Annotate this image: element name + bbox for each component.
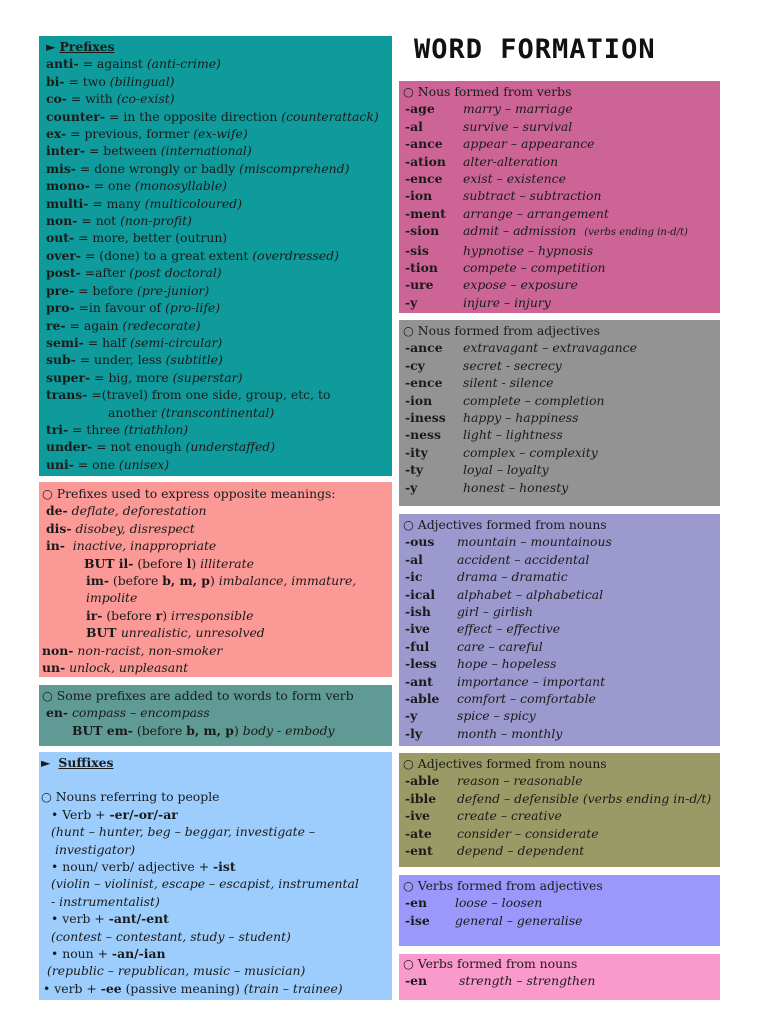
suffix-example: injure – injury	[463, 294, 551, 310]
nouns-from-verbs-box	[399, 81, 720, 313]
suffix-example: create – creative	[457, 808, 562, 824]
suffixes-sub-line	[41, 788, 392, 805]
nouns-from-verbs-list	[403, 100, 720, 311]
suffix-example: light – lightness	[463, 427, 563, 443]
suffix-ex-ist: (violin – violinist, escape – escapist, instrumental	[51, 876, 359, 892]
suffix-example: silent - silence	[463, 375, 554, 391]
suffix-row	[403, 638, 720, 655]
circle-bullet-icon: ○	[403, 956, 414, 971]
suffix-row	[403, 357, 720, 374]
prefix-item: mono- = one (monosyllable)	[46, 178, 227, 194]
nouns-from-verbs-heading: Nous formed from verbs	[417, 84, 572, 99]
suffix-row	[403, 100, 720, 117]
nouns-from-adjectives-heading-line	[403, 322, 720, 339]
suffix-example: defend – defensible (verbs ending in-d/t)	[457, 790, 712, 806]
circle-bullet-icon: ○	[42, 688, 53, 703]
suffix-ex-ist-cont: - instrumentalist)	[51, 893, 160, 909]
suffix-label: -ence	[405, 375, 443, 391]
opposite-heading: Prefixes used to express opposite meanings:	[56, 486, 336, 501]
suffix-example: admit – admission	[463, 223, 577, 239]
suffix-label: -y	[405, 479, 418, 495]
suffix-row	[403, 620, 720, 637]
suffix-label: -en	[405, 973, 428, 989]
suffix-ex-an: (republic – republican, music – musician)	[47, 963, 306, 979]
suffix-row	[403, 690, 720, 707]
suffix-label: -ance	[405, 340, 443, 356]
suffix-label: -sis	[405, 242, 429, 258]
suffix-ex-er: (hunt – hunter, beg – beggar, investigate –	[51, 824, 316, 840]
suffix-row	[403, 842, 720, 859]
suffixes-heading-line	[41, 754, 392, 771]
suffix-example: complete – completion	[463, 392, 605, 408]
suffix-row	[403, 276, 720, 293]
suffix-row	[403, 825, 720, 842]
opposite-ir: ir- (before r) irresponsible	[86, 607, 254, 623]
suffix-row	[403, 135, 720, 152]
circle-bullet-icon: ○	[403, 756, 414, 771]
suffix-ex-ant: (contest – contestant, study – student)	[51, 928, 291, 944]
suffix-example: care – careful	[457, 638, 543, 654]
suffix-example: month – monthly	[457, 725, 563, 741]
opposite-in: in- inactive, inappropriate	[46, 538, 217, 554]
suffix-example: hope – hopeless	[457, 656, 557, 672]
nouns-from-adjectives-box	[399, 320, 720, 506]
opposite-but: BUT unrealistic, unresolved	[86, 625, 265, 641]
suffixes-box	[39, 752, 392, 1000]
suffix-label: -ise	[405, 912, 430, 928]
suffix-label: -ful	[405, 638, 430, 654]
suffix-example: girl – girlish	[457, 604, 533, 620]
suffix-row	[403, 426, 720, 443]
suffix-example: arrange – arrangement	[463, 205, 609, 221]
suffix-label: -y	[405, 708, 418, 724]
suffix-example: subtract – subtraction	[463, 188, 602, 204]
suffix-row	[403, 772, 720, 789]
suffix-label: -ant	[405, 673, 433, 689]
suffix-label: -y	[405, 294, 418, 310]
suffix-label: -ent	[405, 843, 433, 859]
suffix-row	[403, 972, 720, 989]
suffix-row	[403, 187, 720, 204]
arrow-right-icon: ►	[41, 755, 51, 770]
suffix-example: happy – happiness	[463, 410, 579, 426]
nouns-from-adjectives-list	[403, 339, 720, 496]
circle-bullet-icon: ○	[42, 486, 53, 501]
suffix-row	[403, 894, 720, 911]
prefix-item: pre- = before (pre-junior)	[46, 282, 210, 298]
suffix-row	[403, 551, 720, 568]
prefix-item: sub- = under, less (subtitle)	[46, 352, 223, 368]
suffix-row	[403, 568, 720, 585]
opposite-de: de- deflate, deforestation	[46, 503, 207, 519]
suffix-label: -ance	[405, 136, 443, 152]
opposite-non: non- non-racist, non-smoker	[42, 642, 223, 658]
suffix-label: -ence	[405, 171, 443, 187]
prefix-item: under- = not enough (understaffed)	[46, 439, 276, 455]
verbs-from-nouns-heading: Verbs formed from nouns	[417, 956, 578, 971]
verbs-from-adjectives-heading-line	[403, 877, 720, 894]
suffix-example: alter-alteration	[463, 153, 559, 169]
suffix-label: -ity	[405, 444, 428, 460]
prefix-item: co- = with (co-exist)	[46, 91, 175, 107]
suffix-label: -able	[405, 691, 440, 707]
circle-bullet-icon: ○	[403, 878, 414, 893]
suffix-row	[403, 170, 720, 187]
opposite-heading-line	[42, 485, 392, 502]
suffix-example: secret - secrecy	[463, 357, 562, 373]
adjectives-from-nouns-2-heading-line	[403, 755, 720, 772]
suffix-row	[403, 374, 720, 391]
suffix-label: -ation	[405, 153, 446, 169]
suffix-example: spice – spicy	[457, 708, 536, 724]
adjectives-from-nouns-heading-line	[403, 516, 720, 533]
nouns-from-verbs-heading-line	[403, 83, 720, 100]
prefixes-heading-line	[46, 38, 392, 55]
prefix-item: another (transcontinental)	[108, 404, 275, 420]
suffix-example: general – generalise	[455, 912, 583, 928]
suffix-label: -ive	[405, 621, 430, 637]
suffix-row	[403, 259, 720, 276]
prefix-item: counter- = in the opposite direction (counterattack)	[46, 108, 379, 124]
suffix-label: -tion	[405, 260, 438, 276]
prefix-item: over- = (done) to a great extent (overdressed)	[46, 247, 339, 263]
suffix-row	[403, 294, 720, 311]
suffix-example: accident – accidental	[457, 551, 590, 567]
prefix-item: semi- = half (semi-circular)	[46, 334, 223, 350]
page-title: WORD FORMATION	[414, 34, 656, 65]
suffix-row	[403, 222, 720, 241]
verb-prefix-heading-line	[42, 687, 392, 704]
opposite-im: im- (before b, m, p) imbalance, immature,	[86, 573, 357, 589]
suffix-example: comfort – comfortable	[457, 691, 596, 707]
suffix-row	[403, 673, 720, 690]
adjectives-from-nouns-2-list	[403, 772, 720, 859]
prefix-item: ex- = previous, former (ex-wife)	[46, 126, 248, 142]
suffix-rule-er: • Verb + -er/-or/-ar	[51, 806, 178, 822]
suffix-row	[403, 339, 720, 356]
suffix-label: -cy	[405, 357, 425, 373]
prefixes-heading: Prefixes	[59, 39, 115, 54]
adjectives-from-nouns-box-2	[399, 753, 720, 867]
prefix-item: inter- = between (international)	[46, 143, 252, 159]
suffix-example: hypnotise – hypnosis	[463, 242, 594, 258]
suffix-label: -ish	[405, 604, 431, 620]
suffix-label: -sion	[405, 223, 440, 239]
suffix-row	[403, 790, 720, 807]
suffix-example: extravagant – extravagance	[463, 340, 637, 356]
suffix-example: consider – considerate	[457, 825, 599, 841]
suffix-example: marry – marriage	[463, 101, 573, 117]
suffix-example: honest – honesty	[463, 479, 569, 495]
suffix-rule-ant: • verb + -ant/-ent	[51, 911, 169, 927]
suffix-example: exist – existence	[463, 171, 566, 187]
suffix-row	[403, 479, 720, 496]
circle-bullet-icon: ○	[41, 789, 52, 805]
verbs-from-nouns-heading-line	[403, 955, 720, 972]
suffix-ex-er-cont: investigator)	[55, 841, 136, 857]
suffix-example: loyal – loyalty	[463, 462, 549, 478]
suffix-example: complex – complexity	[463, 444, 598, 460]
circle-bullet-icon: ○	[403, 517, 414, 532]
prefix-item: pro- =in favour of (pro-life)	[46, 300, 221, 316]
suffix-row	[403, 603, 720, 620]
prefix-item: bi- = two (bilingual)	[46, 73, 175, 89]
prefix-item: uni- = one (unisex)	[46, 456, 170, 472]
prefix-item: mis- = done wrongly or badly (miscomprehend)	[46, 160, 350, 176]
suffix-row	[403, 725, 720, 742]
adjectives-from-nouns-heading: Adjectives formed from nouns	[417, 517, 607, 532]
suffix-label: -ness	[405, 427, 441, 443]
suffix-rule-ist: • noun/ verb/ adjective + -ist	[51, 859, 236, 875]
suffix-label: -ive	[405, 808, 430, 824]
verbs-from-nouns-list	[403, 972, 720, 989]
suffix-row	[403, 409, 720, 426]
suffix-row	[403, 586, 720, 603]
suffixes-subheading: Nouns referring to people	[55, 789, 220, 805]
suffix-label: -age	[405, 101, 435, 117]
suffix-example: drama – dramatic	[457, 569, 568, 585]
suffix-example: reason – reasonable	[457, 773, 583, 789]
adjectives-from-nouns-box	[399, 514, 720, 746]
suffix-label: -ion	[405, 188, 433, 204]
suffix-label: -al	[405, 551, 423, 567]
suffix-label: -able	[405, 773, 440, 789]
nouns-from-adjectives-heading: Nous formed from adjectives	[417, 323, 600, 338]
suffix-row	[403, 912, 720, 929]
suffix-label: -al	[405, 118, 423, 134]
suffix-row	[403, 444, 720, 461]
verb-prefix-en: en- compass – encompass	[46, 705, 210, 721]
opposite-un: un- unlock, unpleasant	[42, 660, 189, 676]
suffix-example: survive – survival	[463, 118, 573, 134]
suffix-example: appear – appearance	[463, 136, 595, 152]
suffix-row	[403, 461, 720, 478]
verbs-from-adjectives-list	[403, 894, 720, 929]
prefix-item: out- = more, better (outrun)	[46, 230, 228, 246]
suffix-row	[403, 533, 720, 550]
opposite-dis: dis- disobey, disrespect	[46, 520, 195, 536]
suffix-label: -ment	[405, 205, 446, 221]
suffix-row	[403, 707, 720, 724]
suffix-example: expose – exposure	[463, 277, 578, 293]
opposite-il: BUT il- (before l) illiterate	[84, 555, 254, 571]
suffix-example: effect – effective	[457, 621, 561, 637]
adjectives-from-nouns-list	[403, 533, 720, 742]
arrow-right-icon: ►	[46, 39, 56, 54]
prefix-item: re- = again (redecorate)	[46, 317, 201, 333]
suffix-label: -ate	[405, 825, 432, 841]
suffixes-heading: Suffixes	[58, 755, 114, 770]
suffix-label: -ic	[405, 569, 423, 585]
prefix-item: tri- = three (triathlon)	[46, 421, 189, 437]
verb-prefix-box	[39, 685, 392, 746]
suffix-label: -ure	[405, 277, 434, 293]
suffix-label: -ous	[405, 534, 435, 550]
suffix-row	[403, 118, 720, 135]
verb-prefix-em: BUT em- (before b, m, p) body - embody	[72, 722, 335, 738]
suffix-label: -ly	[405, 725, 423, 741]
prefixes-box	[39, 36, 392, 476]
opposite-prefixes-box	[39, 482, 392, 677]
prefix-item: post- =after (post doctoral)	[46, 265, 222, 281]
prefix-item: non- = not (non-profit)	[46, 213, 192, 229]
suffix-example: depend – dependent	[457, 843, 585, 859]
verbs-from-adjectives-box	[399, 875, 720, 946]
prefix-item: multi- = many (multicoloured)	[46, 195, 243, 211]
suffix-label: -iness	[405, 410, 446, 426]
prefix-item: anti- = against (anti-crime)	[46, 56, 221, 72]
suffix-example: alphabet – alphabetical	[457, 586, 604, 602]
suffix-row	[403, 807, 720, 824]
suffix-note: (verbs ending in-d/t)	[584, 227, 688, 239]
suffix-example: compete – competition	[463, 260, 606, 276]
suffix-row	[403, 392, 720, 409]
suffix-label: -ion	[405, 392, 433, 408]
suffix-example: importance – important	[457, 673, 606, 689]
suffix-row	[403, 242, 720, 259]
suffix-row	[403, 153, 720, 170]
suffix-rule-ee: • verb + -ee (passive meaning) (train – trainee)	[43, 980, 343, 996]
adjectives-from-nouns-2-heading: Adjectives formed from nouns	[417, 756, 607, 771]
suffix-example: mountain – mountainous	[457, 534, 612, 550]
circle-bullet-icon: ○	[403, 84, 414, 99]
suffix-label: -less	[405, 656, 437, 672]
verbs-from-nouns-box	[399, 954, 720, 1000]
prefix-item: super- = big, more (superstar)	[46, 369, 243, 385]
circle-bullet-icon: ○	[403, 323, 414, 338]
suffix-example: strength – strengthen	[459, 973, 596, 989]
suffix-label: -en	[405, 895, 428, 911]
suffix-label: -ty	[405, 462, 424, 478]
suffix-row	[403, 205, 720, 222]
suffix-label: -ible	[405, 790, 437, 806]
suffix-example: loose – loosen	[455, 895, 543, 911]
suffix-rule-an: • noun + -an/-ian	[51, 946, 166, 962]
suffix-label: -ical	[405, 586, 436, 602]
verbs-from-adjectives-heading: Verbs formed from adjectives	[417, 878, 603, 893]
prefix-list	[46, 55, 392, 473]
suffix-row	[403, 655, 720, 672]
opposite-im-cont: impolite	[86, 590, 138, 606]
verb-prefix-heading: Some prefixes are added to words to form verb	[56, 688, 354, 703]
prefix-item: trans- =(travel) from one side, group, etc, to	[46, 387, 331, 403]
